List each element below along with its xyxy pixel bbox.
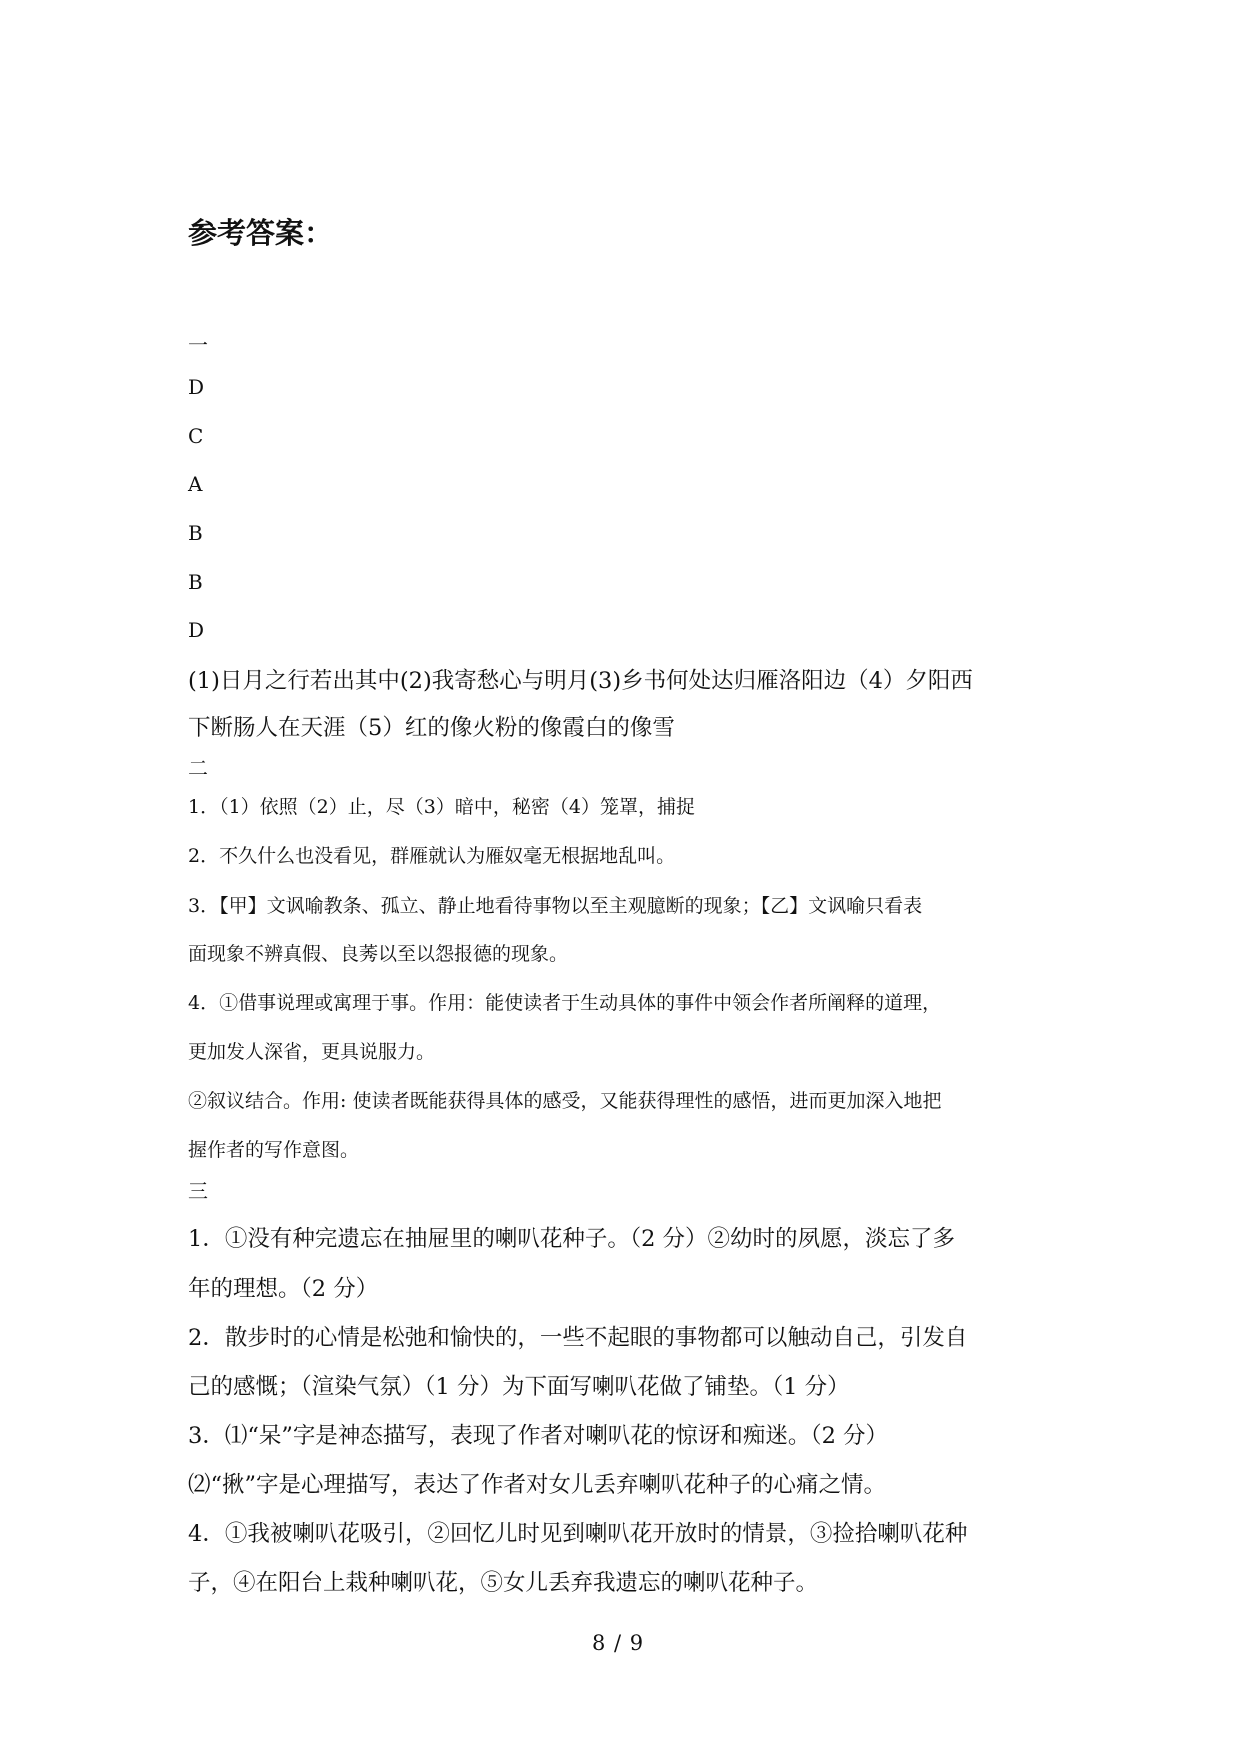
answer-line: 2．不久什么也没看见，群雁就认为雁奴毫无根据地乱叫。 xyxy=(188,845,676,867)
fill-in-line-1: (1)日月之行若出其中(2)我寄愁心与明月(3)乡书何处达归雁洛阳边（4）夕阳西 xyxy=(188,668,973,694)
answer-choice-3: A xyxy=(188,472,203,496)
section-label-3: 三 xyxy=(188,1179,208,1203)
answer-line: 4．①我被喇叭花吸引，②回忆儿时见到喇叭花开放时的情景，③捡拾喇叭花种 xyxy=(188,1521,968,1547)
section-label-2: 二 xyxy=(188,756,208,780)
page-title: 参考答案： xyxy=(188,216,334,250)
answer-line: 3．⑴“呆”字是神态描写，表现了作者对喇叭花的惊讶和痴迷。（2 分） xyxy=(188,1423,889,1449)
answer-line: 更加发人深省，更具说服力。 xyxy=(188,1041,436,1063)
answer-line: 年的理想。（2 分） xyxy=(188,1276,379,1302)
answer-line: ②叙议结合。作用: 使读者既能获得具体的感受，又能获得理性的感悟，进而更加深入地把 xyxy=(188,1090,942,1112)
answer-line: 面现象不辨真假、良莠以至以怨报德的现象。 xyxy=(188,943,569,965)
fill-in-line-2: 下断肠人在天涯（5）红的像火粉的像霞白的像雪 xyxy=(188,715,675,741)
answer-line: ⑵“揪”字是心理描写，表达了作者对女儿丢弃喇叭花种子的心痛之情。 xyxy=(188,1472,887,1498)
answer-choice-5: B xyxy=(188,570,203,594)
answer-choice-4: B xyxy=(188,521,203,545)
answer-line: 1．①没有种完遗忘在抽屉里的喇叭花种子。（2 分）②幼时的夙愿，淡忘了多 xyxy=(188,1226,956,1252)
answer-line: 己的感慨；（渲染气氛）（1 分）为下面写喇叭花做了铺垫。（1 分） xyxy=(188,1374,850,1400)
answer-line: 3．【甲】文讽喻教条、孤立、静止地看待事物以至主观臆断的现象；【乙】文讽喻只看表 xyxy=(188,895,923,917)
answer-line: 握作者的写作意图。 xyxy=(188,1139,360,1161)
answer-line: 1．（1）依照（2）止，尽（3）暗中，秘密（4）笼罩，捕捉 xyxy=(188,796,695,818)
answer-choice-1: D xyxy=(188,375,205,399)
answer-choice-2: C xyxy=(188,424,204,448)
answer-choice-6: D xyxy=(188,618,205,642)
section-label-1: 一 xyxy=(188,333,208,357)
page-number: 8 / 9 xyxy=(592,1631,645,1655)
answer-line: 2．散步时的心情是松弛和愉快的，一些不起眼的事物都可以触动自己，引发自 xyxy=(188,1325,968,1351)
answer-line: 子，④在阳台上栽种喇叭花，⑤女儿丢弃我遗忘的喇叭花种子。 xyxy=(188,1570,819,1596)
answer-line: 4．①借事说理或寓理于事。作用：能使读者于生动具体的事件中领会作者所阐释的道理， xyxy=(188,992,942,1014)
